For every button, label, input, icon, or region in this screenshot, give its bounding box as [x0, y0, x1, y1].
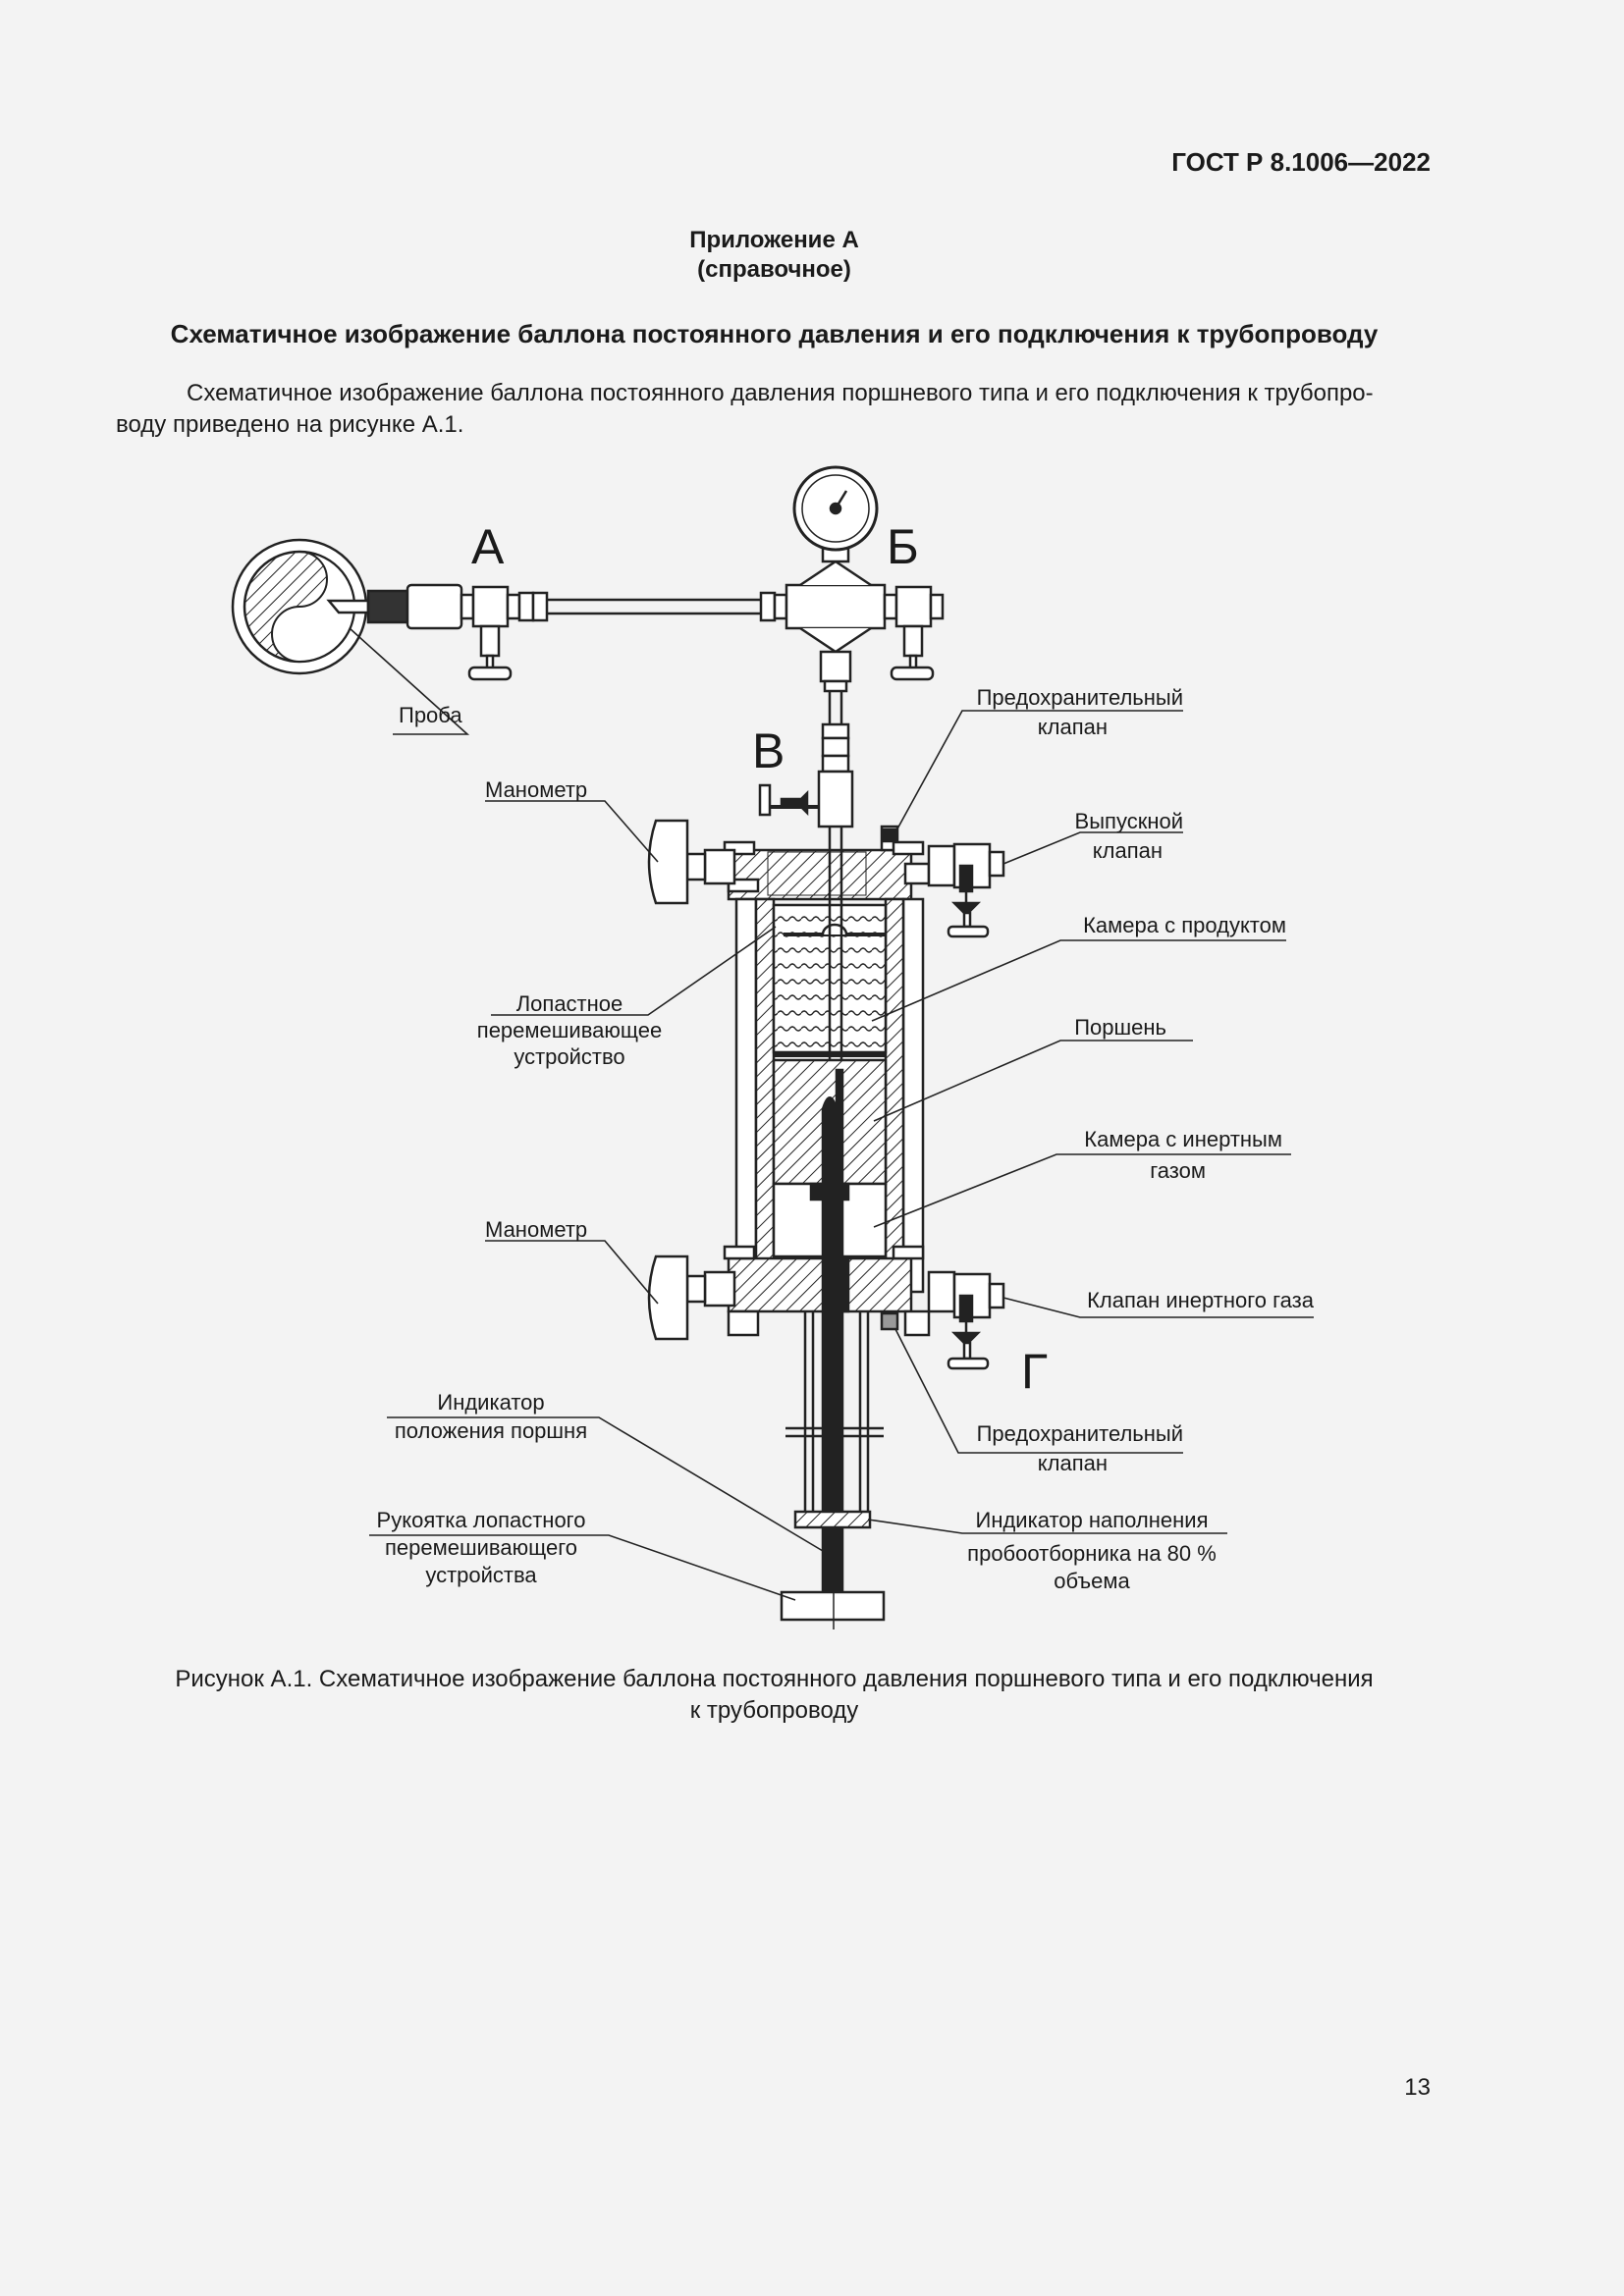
letter-b: Б — [887, 519, 919, 574]
label-mixer-1: Лопастное — [515, 991, 623, 1016]
label-safety-top-2: клапан — [1037, 715, 1108, 739]
label-handle-1: Рукоятка лопастного — [376, 1508, 586, 1532]
label-inert-chamber-1: Камера с инертным — [1084, 1127, 1282, 1151]
letter-a: А — [471, 519, 505, 574]
label-outlet-1: Выпускной — [1074, 809, 1183, 833]
label-handle-2: перемешивающего — [385, 1535, 577, 1560]
label-outlet-2: клапан — [1092, 838, 1163, 863]
sample-probe-icon — [233, 540, 368, 673]
appendix-subtitle: (справочное) — [697, 256, 851, 283]
figure-caption-line-2: к трубопроводу — [689, 1697, 859, 1724]
intro-paragraph-line-2: воду приведено на рисунке А.1. — [116, 411, 464, 438]
label-fill-indicator-1: Индикатор наполнения — [975, 1508, 1209, 1532]
label-piston: Поршень — [1074, 1015, 1166, 1040]
letter-v: В — [752, 723, 785, 778]
label-piston-indicator-1: Индикатор — [437, 1390, 545, 1415]
label-gauge-bottom: Манометр — [485, 1217, 588, 1242]
label-fill-indicator-3: объема — [1054, 1569, 1130, 1593]
label-fill-indicator-2: пробоотборника на 80 % — [967, 1541, 1217, 1566]
leader-gauge-top — [485, 801, 658, 862]
leader-inert-chamber — [874, 1154, 1291, 1227]
label-inert-chamber-2: газом — [1150, 1158, 1206, 1183]
label-safety-bottom-2: клапан — [1037, 1451, 1108, 1475]
label-safety-bottom-1: Предохранительный — [976, 1421, 1183, 1446]
leader-gauge-bottom — [485, 1241, 658, 1304]
label-product-chamber: Камера с продуктом — [1083, 913, 1286, 937]
intro-paragraph-line-1: Схематичное изображение баллона постоянного давления поршневого типа и его подключения к трубопро- — [187, 380, 1374, 406]
label-safety-top-1: Предохранительный — [976, 685, 1183, 710]
figure-caption-line-1: Рисунок А.1. Схематичное изображение баллона постоянного давления поршневого типа и его подключения — [175, 1666, 1374, 1692]
pressure-gauge-icon — [794, 467, 877, 561]
label-mixer-3: устройство — [514, 1044, 625, 1069]
page-number: 13 — [1404, 2074, 1431, 2101]
label-gauge-top: Манометр — [485, 777, 588, 802]
section-heading: Схематичное изображение баллона постоянного давления и его подключения к трубопроводу — [170, 319, 1379, 348]
label-inert-valve: Клапан инертного газа — [1087, 1288, 1314, 1312]
letter-g: Г — [1021, 1344, 1049, 1399]
standard-number: ГОСТ Р 8.1006—2022 — [1171, 147, 1431, 177]
leader-product — [872, 940, 1286, 1021]
label-mixer-2: перемешивающее — [476, 1018, 663, 1042]
label-sample: Проба — [399, 703, 462, 727]
label-handle-3: устройства — [425, 1563, 537, 1587]
label-piston-indicator-2: положения поршня — [394, 1418, 588, 1443]
appendix-title: Приложение А — [689, 227, 859, 253]
